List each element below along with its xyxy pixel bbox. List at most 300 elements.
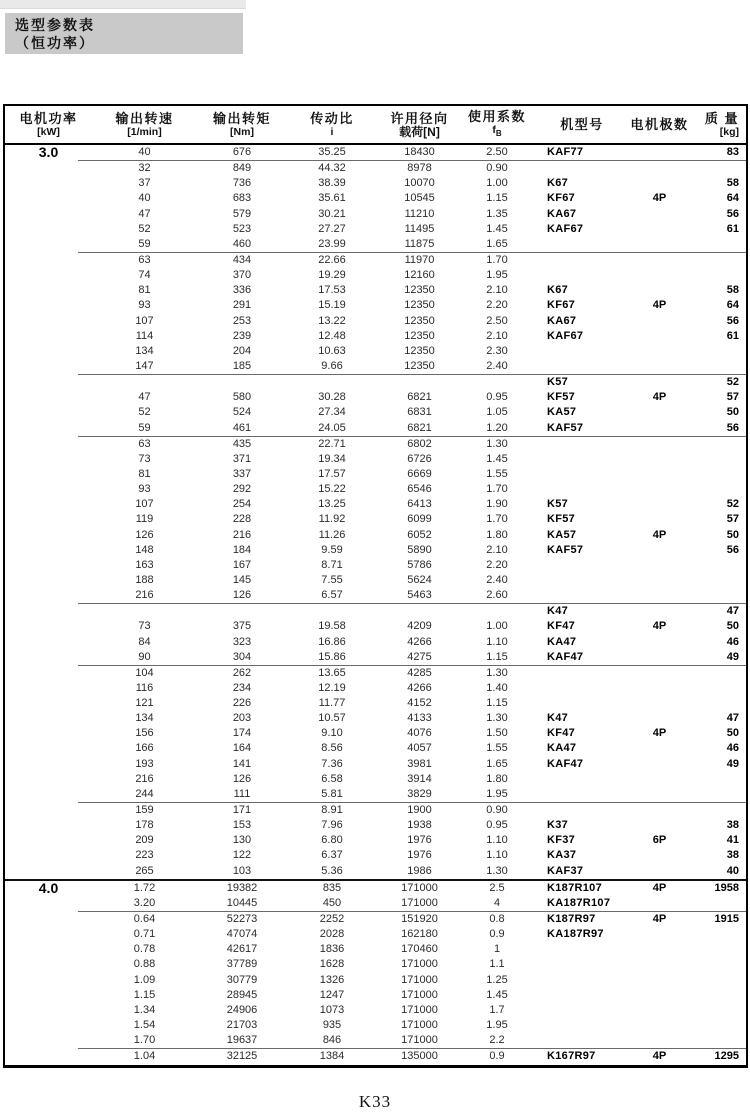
- cell-service-factor: 2.20: [486, 558, 508, 571]
- cell-mass: 56: [726, 314, 739, 327]
- cell-model: KAF67: [547, 329, 584, 342]
- cell-radial-load: 171000: [401, 1003, 438, 1016]
- cell-mass: 46: [726, 635, 739, 648]
- cell-radial-load: 4057: [407, 742, 432, 755]
- cell-mass: 38: [726, 819, 739, 832]
- cell-service-factor: 1.30: [486, 666, 508, 679]
- table-row: [5, 711, 746, 726]
- table-row: [5, 848, 746, 863]
- table-row: [5, 927, 746, 942]
- cell-service-factor: 1.90: [486, 498, 508, 511]
- cell-ratio: 2028: [319, 928, 345, 941]
- table-row: [5, 818, 746, 833]
- cell-radial-load: 6099: [407, 513, 432, 526]
- cell-output-speed: 1.54: [133, 1019, 156, 1032]
- cell-ratio: 1836: [319, 943, 345, 956]
- cell-service-factor: 0.90: [486, 162, 508, 175]
- cell-radial-load: 162180: [401, 928, 438, 941]
- table-row: [5, 268, 746, 283]
- table-row: [5, 726, 746, 741]
- table-row: [5, 191, 746, 206]
- cell-output-torque: 30779: [226, 973, 258, 986]
- cell-output-torque: 323: [232, 635, 252, 648]
- cell-output-torque: 523: [232, 222, 252, 235]
- cell-model: KA57: [547, 528, 577, 541]
- cell-ratio: 835: [322, 881, 342, 894]
- cell-radial-load: 4266: [407, 635, 432, 648]
- cell-radial-load: 3981: [407, 757, 432, 770]
- cell-output-speed: 81: [138, 284, 151, 297]
- cell-service-factor: 1.50: [486, 727, 508, 740]
- cell-service-factor: 1.45: [486, 452, 508, 465]
- cell-service-factor: 1.10: [486, 849, 508, 862]
- cell-radial-load: 5624: [407, 573, 432, 586]
- cell-mass: 1915: [714, 913, 739, 926]
- cell-ratio: 13.25: [318, 498, 346, 511]
- cell-output-speed: 159: [135, 804, 154, 817]
- cell-ratio: 13.65: [318, 666, 346, 679]
- header-radial-load: 许用径向 载荷[N]: [390, 111, 449, 139]
- cell-output-speed: 126: [135, 528, 154, 541]
- cell-output-speed: 0.78: [133, 943, 156, 956]
- cell-service-factor: 0.8: [489, 913, 505, 926]
- cell-ratio: 1628: [319, 958, 345, 971]
- cell-mass: 58: [726, 284, 739, 297]
- cell-output-speed: 216: [135, 772, 154, 785]
- cell-ratio: 16.86: [318, 635, 346, 648]
- cell-output-torque: 228: [232, 513, 252, 526]
- header-motor-power: 电机功率 [kW]: [19, 111, 78, 138]
- cell-radial-load: 4275: [407, 650, 432, 663]
- table-row: [5, 329, 746, 344]
- cell-output-torque: 292: [232, 483, 252, 496]
- cell-model: KA187R107: [547, 896, 611, 909]
- cell-mass: 57: [726, 391, 739, 404]
- cell-ratio: 13.22: [318, 314, 346, 327]
- cell-service-factor: 2.10: [486, 329, 508, 342]
- table-row: [5, 344, 746, 359]
- cell-output-speed: 193: [135, 757, 154, 770]
- page-title-line1: 选型参数表: [15, 17, 95, 33]
- cell-ratio: 24.05: [318, 421, 346, 434]
- cell-service-factor: 1.15: [486, 697, 508, 710]
- cell-mass: 49: [726, 757, 739, 770]
- table-row: [5, 314, 746, 329]
- cell-mass: 56: [726, 207, 739, 220]
- cell-radial-load: 171000: [401, 881, 438, 894]
- page-number: K33: [358, 1092, 392, 1111]
- cell-radial-load: 1938: [407, 819, 432, 832]
- cell-service-factor: 1.80: [486, 772, 508, 785]
- cell-model: KAF67: [547, 222, 584, 235]
- table-row: [5, 803, 746, 818]
- cell-output-speed: 1.70: [133, 1034, 156, 1047]
- cell-service-factor: 1.45: [486, 222, 508, 235]
- table-row: [5, 973, 746, 988]
- cell-model: KA67: [547, 207, 577, 220]
- cell-ratio: 35.25: [318, 146, 346, 158]
- cell-ratio: 12.19: [318, 681, 346, 694]
- cell-service-factor: 1.10: [486, 635, 508, 648]
- table-row: [5, 421, 746, 436]
- header-poles: 电机极数: [630, 117, 689, 132]
- cell-output-torque: 676: [232, 146, 252, 158]
- table-header-row: [5, 106, 746, 145]
- table-row: [5, 528, 746, 543]
- cell-mass: 56: [726, 543, 739, 556]
- cell-motor-power: 4.0: [38, 879, 59, 896]
- cell-model: KA37: [547, 849, 577, 862]
- table-row: [5, 207, 746, 222]
- header-output-speed: 输出转速 [1/min]: [115, 111, 174, 138]
- cell-output-torque: 375: [232, 620, 252, 633]
- cell-output-speed: 116: [135, 681, 154, 694]
- cell-radial-load: 3829: [407, 787, 432, 800]
- cell-output-speed: 3.20: [133, 896, 156, 909]
- cell-output-speed: 114: [135, 329, 154, 342]
- cell-radial-load: 3914: [407, 772, 432, 785]
- page-top-bar: [0, 0, 246, 9]
- cell-output-torque: 141: [232, 757, 252, 770]
- table-row: [5, 176, 746, 191]
- cell-output-speed: 166: [135, 742, 154, 755]
- cell-radial-load: 6546: [407, 483, 432, 496]
- cell-output-torque: 579: [232, 207, 252, 220]
- table-row: [5, 482, 746, 497]
- cell-radial-load: 171000: [401, 1034, 438, 1047]
- cell-service-factor: 1.00: [486, 177, 508, 190]
- cell-mass: 47: [726, 605, 739, 618]
- cell-output-speed: 59: [138, 237, 151, 250]
- cell-service-factor: 2.50: [486, 314, 508, 327]
- cell-output-torque: 580: [232, 391, 252, 404]
- cell-ratio: 5.36: [321, 864, 343, 877]
- cell-output-speed: 1.34: [133, 1003, 156, 1016]
- cell-radial-load: 12350: [404, 284, 435, 297]
- cell-output-speed: 52: [138, 406, 151, 419]
- table-row: [5, 573, 746, 588]
- header-mass: 质 量 [kg]: [704, 111, 739, 138]
- cell-radial-load: 11970: [404, 253, 435, 266]
- table-row: [5, 787, 746, 802]
- cell-output-speed: 1.04: [133, 1050, 156, 1063]
- cell-output-torque: 204: [232, 344, 252, 357]
- cell-model: K187R97: [547, 913, 596, 926]
- cell-output-speed: 104: [135, 666, 154, 679]
- table-row: [5, 222, 746, 237]
- cell-radial-load: 6669: [407, 467, 432, 480]
- cell-radial-load: 1976: [407, 849, 432, 862]
- cell-radial-load: 6726: [407, 452, 432, 465]
- cell-output-speed: 147: [135, 359, 154, 372]
- cell-output-torque: 19382: [226, 881, 258, 894]
- cell-output-speed: 121: [135, 697, 154, 710]
- cell-output-speed: 119: [135, 513, 154, 526]
- cell-output-torque: 370: [232, 269, 252, 282]
- cell-output-torque: 37789: [226, 958, 258, 971]
- cell-model: KAF57: [547, 543, 584, 556]
- cell-service-factor: 0.9: [489, 1050, 505, 1063]
- table-row: [5, 1049, 746, 1064]
- table-row: [5, 681, 746, 696]
- cell-service-factor: 1: [493, 943, 501, 956]
- cell-output-torque: 122: [232, 849, 252, 862]
- cell-output-torque: 435: [232, 437, 252, 450]
- cell-ratio: 44.32: [318, 162, 346, 175]
- cell-ratio: 15.19: [318, 299, 346, 312]
- cell-service-factor: 2.2: [489, 1034, 505, 1047]
- cell-radial-load: 6802: [407, 437, 432, 450]
- cell-output-speed: 1.09: [133, 973, 156, 986]
- table-row: [5, 512, 746, 527]
- cell-service-factor: 1.7: [489, 1003, 505, 1016]
- cell-service-factor: 1.45: [486, 988, 508, 1001]
- cell-output-torque: 291: [232, 299, 252, 312]
- cell-output-speed: 40: [138, 146, 151, 158]
- table-row: [5, 298, 746, 313]
- cell-output-speed: 73: [138, 620, 151, 633]
- cell-ratio: 11.26: [318, 528, 346, 541]
- cell-output-torque: 460: [232, 237, 252, 250]
- cell-output-speed: 47: [138, 391, 151, 404]
- cell-output-torque: 174: [232, 727, 252, 740]
- cell-model: KF57: [547, 513, 576, 526]
- table-row: [5, 864, 746, 879]
- cell-output-torque: 184: [232, 543, 252, 556]
- cell-ratio: 27.27: [318, 222, 346, 235]
- cell-service-factor: 2.10: [486, 543, 508, 556]
- cell-service-factor: 2.30: [486, 344, 508, 357]
- cell-output-speed: 1.15: [133, 988, 156, 1001]
- cell-model: KAF47: [547, 650, 584, 663]
- cell-service-factor: 4: [493, 896, 501, 909]
- cell-radial-load: 171000: [401, 958, 438, 971]
- cell-output-speed: 265: [135, 864, 154, 877]
- cell-service-factor: 1.20: [486, 421, 508, 434]
- cell-output-speed: 156: [135, 727, 154, 740]
- cell-output-torque: 126: [232, 772, 252, 785]
- cell-service-factor: 0.95: [486, 819, 508, 832]
- cell-service-factor: 2.20: [486, 299, 508, 312]
- cell-radial-load: 12350: [404, 314, 435, 327]
- cell-mass: 47: [726, 712, 739, 725]
- table-row: [5, 543, 746, 558]
- cell-ratio: 8.91: [321, 804, 343, 817]
- table-row: [5, 161, 746, 176]
- cell-ratio: 7.36: [321, 757, 343, 770]
- cell-model: K67: [547, 284, 569, 297]
- cell-service-factor: 1.40: [486, 681, 508, 694]
- cell-radial-load: 1900: [407, 804, 432, 817]
- cell-ratio: 935: [322, 1019, 342, 1032]
- title-box: [5, 13, 243, 54]
- cell-output-speed: 32: [138, 162, 151, 175]
- cell-radial-load: 18430: [404, 146, 435, 158]
- cell-model: K187R107: [547, 881, 602, 894]
- table-row: [5, 1018, 746, 1033]
- table-row: [5, 145, 746, 160]
- cell-service-factor: 1.15: [486, 192, 508, 205]
- cell-radial-load: 4152: [407, 697, 432, 710]
- cell-service-factor: 1.65: [486, 757, 508, 770]
- table-row: [5, 375, 746, 390]
- table-row: [5, 772, 746, 787]
- cell-output-speed: 134: [135, 712, 154, 725]
- cell-output-speed: 84: [138, 635, 151, 648]
- cell-radial-load: 1976: [407, 834, 432, 847]
- cell-output-torque: 226: [232, 697, 252, 710]
- cell-ratio: 6.37: [321, 849, 343, 862]
- cell-mass: 56: [726, 421, 739, 434]
- cell-output-torque: 47074: [226, 928, 258, 941]
- cell-ratio: 15.86: [318, 650, 346, 663]
- cell-radial-load: 5890: [407, 543, 432, 556]
- cell-mass: 1958: [714, 881, 739, 894]
- table-row: [5, 666, 746, 681]
- cell-radial-load: 6831: [407, 406, 432, 419]
- cell-output-torque: 461: [232, 421, 252, 434]
- table-row: [5, 942, 746, 957]
- cell-service-factor: 1.70: [486, 253, 508, 266]
- cell-ratio: 450: [322, 896, 342, 909]
- cell-mass: 52: [726, 498, 739, 511]
- cell-model: KF67: [547, 299, 576, 312]
- cell-radial-load: 12350: [404, 359, 435, 372]
- cell-service-factor: 0.95: [486, 391, 508, 404]
- cell-ratio: 38.39: [318, 177, 346, 190]
- cell-radial-load: 171000: [401, 973, 438, 986]
- cell-radial-load: 171000: [401, 988, 438, 1001]
- cell-model: K47: [547, 712, 569, 725]
- cell-output-torque: 304: [232, 650, 252, 663]
- cell-service-factor: 1.15: [486, 650, 508, 663]
- cell-mass: 64: [726, 192, 739, 205]
- cell-output-speed: 73: [138, 452, 151, 465]
- cell-model: KA47: [547, 635, 577, 648]
- cell-radial-load: 12350: [404, 344, 435, 357]
- cell-ratio: 9.10: [321, 727, 343, 740]
- cell-service-factor: 1.70: [486, 513, 508, 526]
- table-row: [5, 359, 746, 374]
- cell-mass: 1295: [714, 1050, 739, 1063]
- cell-mass: 83: [726, 146, 739, 158]
- cell-service-factor: 1.10: [486, 834, 508, 847]
- cell-output-speed: 163: [135, 558, 154, 571]
- cell-mass: 52: [726, 376, 739, 389]
- cell-model: KF57: [547, 391, 576, 404]
- cell-ratio: 27.34: [318, 406, 346, 419]
- cell-output-torque: 262: [232, 666, 252, 679]
- cell-ratio: 9.59: [321, 543, 343, 556]
- cell-ratio: 5.81: [321, 787, 343, 800]
- cell-output-torque: 19637: [226, 1034, 258, 1047]
- cell-output-torque: 434: [232, 253, 252, 266]
- cell-ratio: 19.34: [318, 452, 346, 465]
- cell-mass: 50: [726, 620, 739, 633]
- table-row: [5, 558, 746, 573]
- cell-radial-load: 6821: [407, 391, 432, 404]
- cell-service-factor: 2.50: [486, 146, 508, 158]
- cell-output-torque: 524: [232, 406, 252, 419]
- cell-output-speed: 81: [138, 467, 151, 480]
- cell-radial-load: 4076: [407, 727, 432, 740]
- cell-service-factor: 2.5: [489, 881, 505, 894]
- table-row: [5, 405, 746, 420]
- cell-radial-load: 4266: [407, 681, 432, 694]
- header-model: 机型号: [560, 117, 604, 132]
- cell-output-torque: 42617: [226, 943, 258, 956]
- cell-output-torque: 24906: [226, 1003, 258, 1016]
- cell-ratio: 6.58: [321, 772, 343, 785]
- cell-poles: 4P: [652, 913, 667, 926]
- cell-service-factor: 1.00: [486, 620, 508, 633]
- cell-output-speed: 47: [138, 207, 151, 220]
- cell-model: KF67: [547, 192, 576, 205]
- cell-output-speed: 93: [138, 483, 151, 496]
- cell-service-factor: 1.80: [486, 528, 508, 541]
- cell-output-speed: 90: [138, 650, 151, 663]
- cell-output-speed: 148: [135, 543, 154, 556]
- cell-service-factor: 1.70: [486, 483, 508, 496]
- cell-radial-load: 11495: [404, 222, 435, 235]
- cell-poles: 4P: [652, 528, 667, 541]
- cell-model: KAF47: [547, 757, 584, 770]
- table-row: [5, 604, 746, 619]
- cell-output-torque: 32125: [226, 1050, 258, 1063]
- cell-ratio: 846: [322, 1034, 342, 1047]
- cell-poles: 4P: [652, 1050, 667, 1063]
- cell-model: KAF57: [547, 421, 584, 434]
- table-row: [5, 1033, 746, 1048]
- cell-model: K37: [547, 819, 569, 832]
- cell-ratio: 10.57: [318, 712, 346, 725]
- cell-output-speed: 107: [135, 314, 154, 327]
- cell-output-torque: 337: [232, 467, 252, 480]
- cell-output-torque: 736: [232, 177, 252, 190]
- cell-output-torque: 103: [232, 864, 252, 877]
- cell-output-torque: 254: [232, 498, 252, 511]
- cell-output-speed: 134: [135, 344, 154, 357]
- cell-service-factor: 1.35: [486, 207, 508, 220]
- cell-radial-load: 135000: [401, 1050, 438, 1063]
- cell-output-speed: 216: [135, 589, 154, 602]
- cell-service-factor: 0.90: [486, 804, 508, 817]
- cell-mass: 50: [726, 528, 739, 541]
- table-row: [5, 467, 746, 482]
- cell-radial-load: 11875: [404, 237, 435, 250]
- header-ratio: 传动比 i: [310, 111, 354, 138]
- cell-model: KAF37: [547, 864, 584, 877]
- cell-poles: 4P: [652, 727, 667, 740]
- cell-ratio: 35.61: [318, 192, 346, 205]
- header-output-torque: 输出转矩 [Nm]: [212, 111, 271, 138]
- cell-service-factor: 2.60: [486, 589, 508, 602]
- cell-output-speed: 244: [135, 787, 154, 800]
- cell-radial-load: 6052: [407, 528, 432, 541]
- cell-output-speed: 93: [138, 299, 151, 312]
- cell-service-factor: 1.1: [489, 958, 505, 971]
- cell-radial-load: 12160: [404, 269, 435, 282]
- cell-model: KAF77: [547, 146, 584, 158]
- cell-output-speed: 63: [138, 253, 151, 266]
- cell-model: KF37: [547, 834, 576, 847]
- cell-mass: 50: [726, 406, 739, 419]
- cell-poles: 4P: [652, 620, 667, 633]
- cell-radial-load: 12350: [404, 329, 435, 342]
- cell-ratio: 12.48: [318, 329, 346, 342]
- cell-radial-load: 8978: [407, 162, 432, 175]
- cell-output-speed: 63: [138, 437, 151, 450]
